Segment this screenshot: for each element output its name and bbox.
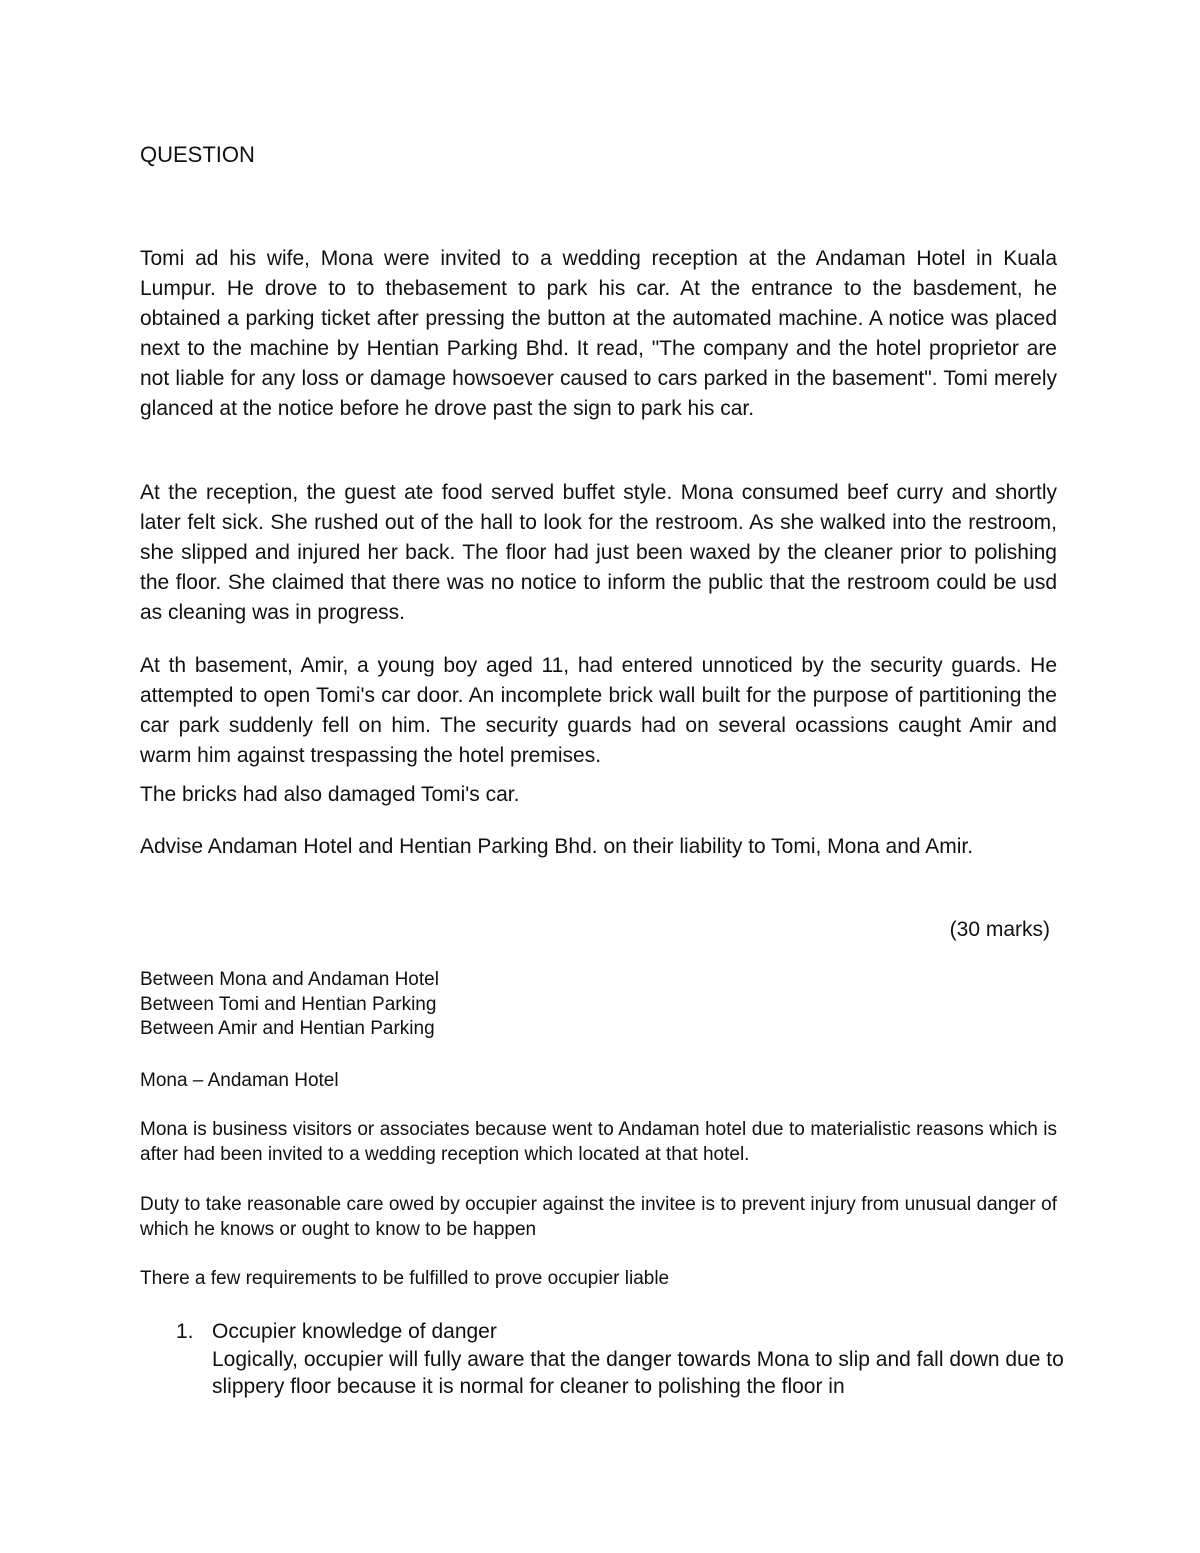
party-item: Between Tomi and Hentian Parking (140, 993, 437, 1015)
list-item-title: Occupier knowledge of danger (212, 1320, 497, 1343)
question-heading: QUESTION (140, 142, 255, 167)
section-title: Mona – Andaman Hotel (140, 1070, 339, 1091)
scenario-paragraph-2: At the reception, the guest ate food served buffet style. Mona consumed beef curry and shortly later felt sick. She rushed out of the hall to look for the restroom. As she walked into the restroom, she slipped and injured her back. The floor had just been waxed by the cleaner prior to polishing the floor. She claimed that there was no notice to inform the public that the restroom could be usd as cleaning was in progress. (140, 481, 1057, 624)
list-item-text: Logically, occupier will fully aware that the danger towards Mona to slip and fall down due to slippery floor because it is normal for cleaner to polishing the floor in (212, 1347, 1064, 1398)
answer-paragraph-3: There a few requirements to be fulfilled to prove occupier liable (140, 1268, 670, 1289)
party-item: Between Mona and Andaman Hotel (140, 969, 439, 990)
question-instruction: Advise Andaman Hotel and Hentian Parking Bhd. on their liability to Tomi, Mona and Amir. (140, 835, 974, 858)
scenario-paragraph-3: At th basement, Amir, a young boy aged 11, had entered unnoticed by the security guards. He attempted to open Tomi's car door. An incomplete brick wall built for the purpose of partitioning the car park suddenly fell on him. The security guards had on several ocassions caught Amir and warm him against trespassing the hotel premises. (140, 654, 1057, 767)
scenario-paragraph-4: The bricks had also damaged Tomi's car. (140, 783, 520, 806)
answer-paragraph-2: Duty to take reasonable care owed by occupier against the invitee is to prevent injury from unusual danger of which he knows or ought to know to be happen (140, 1194, 1057, 1240)
party-item: Between Amir and Hentian Parking (140, 1018, 435, 1039)
scenario-paragraph-1: Tomi ad his wife, Mona were invited to a wedding reception at the Andaman Hotel in Kuala Lumpur. He drove to to thebasement to park his car. At the entrance to the basdement, he obtained a parking ticket after pressing the button at the automated machine. A notice was placed next to the machine by Hentian Parking Bhd. It read, "The company and the hotel proprietor are not liable for any loss or damage howsoever caused to cars parked in the basement". Tomi merely glanced at the notice before he drove past the sign to park his car. (140, 247, 1057, 420)
marks-label: (30 marks) (949, 918, 1050, 941)
answer-paragraph-1: Mona is business visitors or associates because went to Andaman hotel due to materialistic reasons which is after had been invited to a wedding reception which located at that hotel. (140, 1119, 1057, 1165)
list-item-number: 1. (176, 1320, 194, 1343)
parties-list (140, 968, 1057, 1042)
